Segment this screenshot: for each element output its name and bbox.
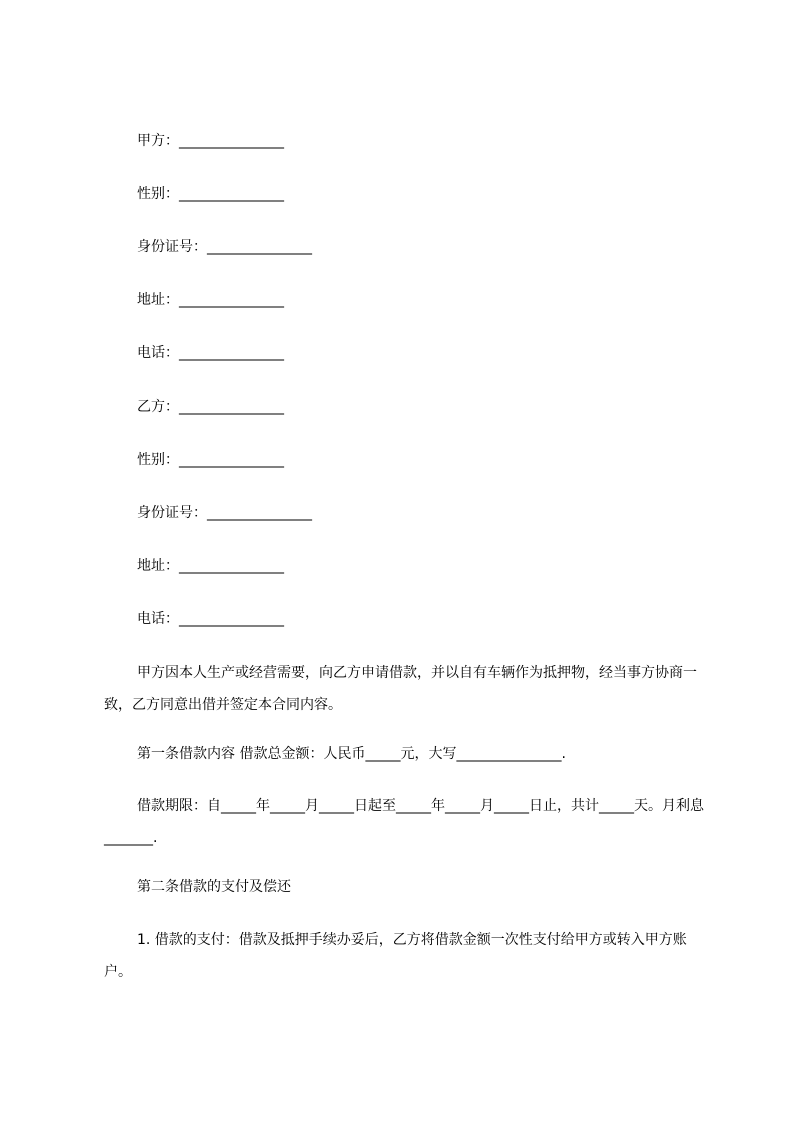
party-b-id-field: 身份证号：_______________ — [137, 505, 312, 521]
article-1-heading: 第一条借款内容 借款总金额：人民币_____元，大写_______________. — [137, 746, 566, 762]
party-b-gender-field: 性别：_______________ — [137, 452, 284, 468]
intro-paragraph: 甲方因本人生产或经营需要，向乙方申请借款，并以自有车辆作为抵押物，经当事方协商一致，乙方同意出借并签定本合同内容。 — [104, 665, 697, 713]
payment-paragraph: 1. 借款的支付：借款及抵押手续办妥后，乙方将借款金额一次性支付给甲方或转入甲方账户。 — [104, 932, 687, 980]
party-a-gender-field: 性别：_______________ — [137, 186, 284, 202]
loan-term-paragraph: 借款期限：自_____年_____月_____日起至_____年_____月_____日止，共计_____天。月利息_______. — [104, 798, 704, 846]
party-b-phone-field: 电话：_______________ — [137, 611, 284, 627]
article-2-heading: 第二条借款的支付及偿还 — [137, 879, 291, 895]
party-a-address-field: 地址：_______________ — [137, 292, 284, 308]
party-b-address-field: 地址：_______________ — [137, 558, 284, 574]
party-a-phone-field: 电话：_______________ — [137, 345, 284, 361]
party-a-id-field: 身份证号：_______________ — [137, 239, 312, 255]
party-b-name-field: 乙方：_______________ — [137, 399, 284, 415]
party-a-name-field: 甲方：_______________ — [137, 133, 284, 149]
